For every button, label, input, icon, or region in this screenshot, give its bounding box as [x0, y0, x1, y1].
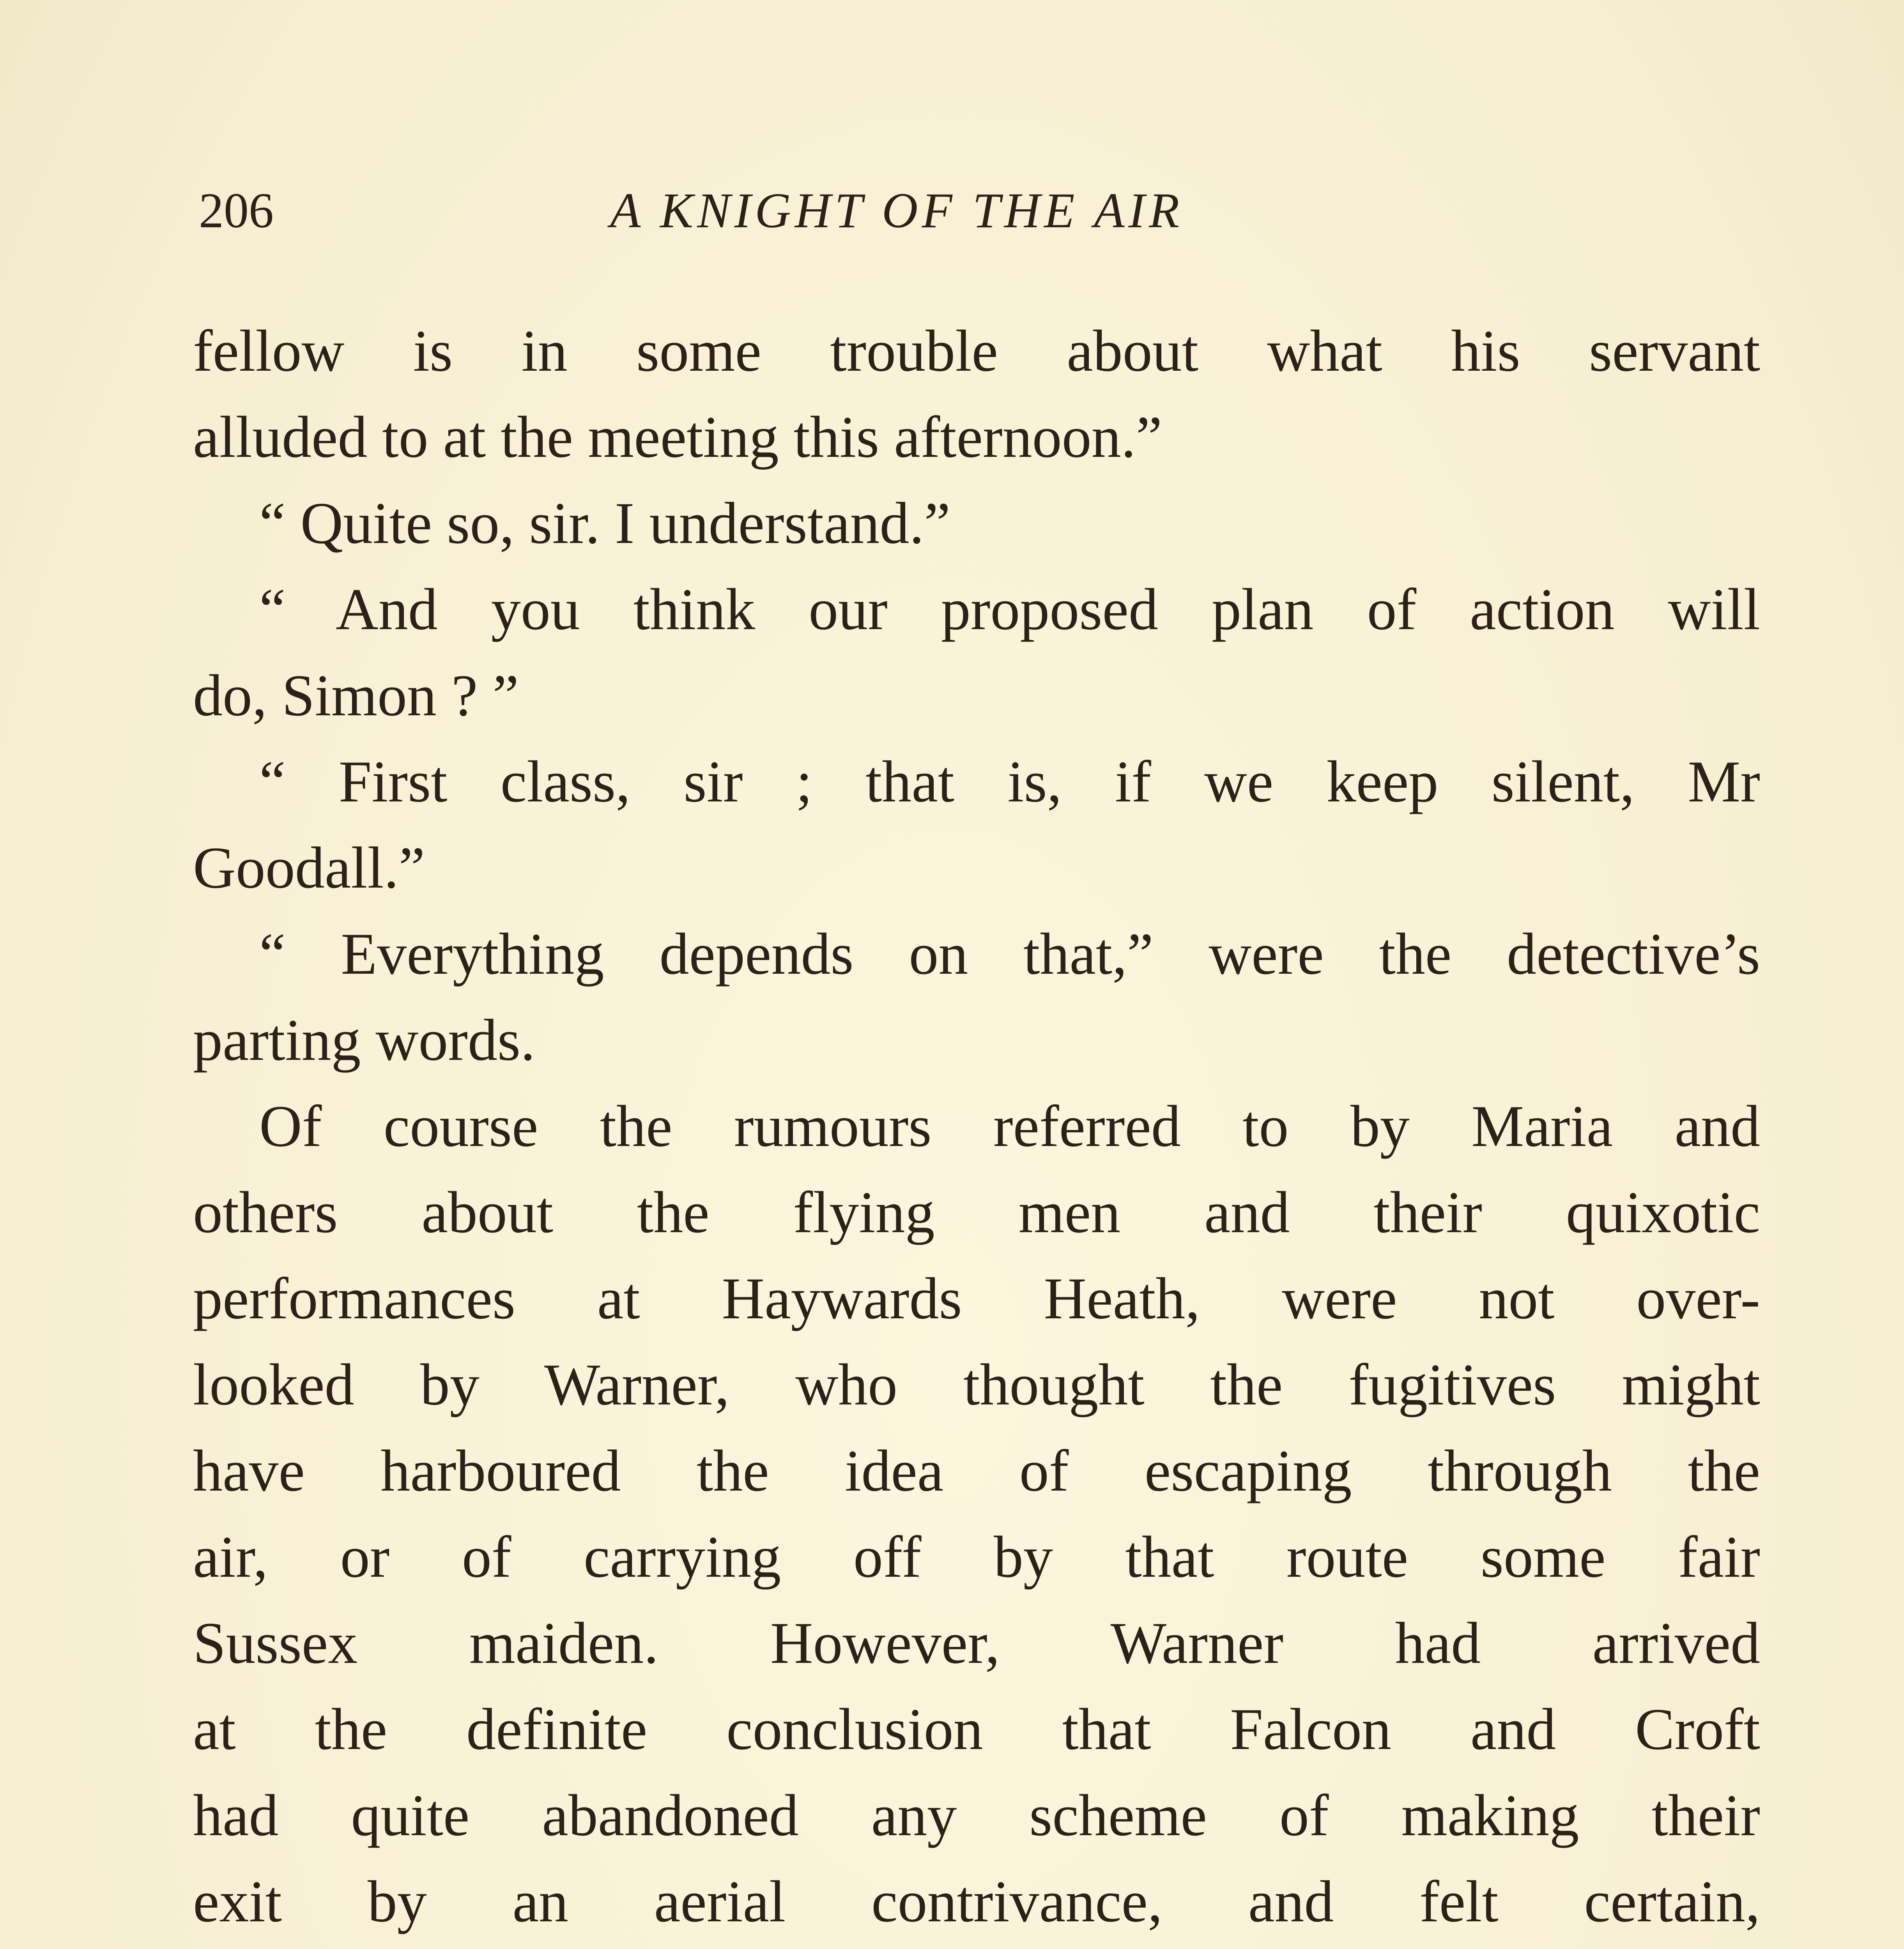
text-line: parting words. — [193, 1007, 536, 1073]
text-line: had quite abandoned any scheme of making their — [193, 1783, 1760, 1848]
body-text — [193, 308, 1760, 1949]
text-line: “ And you think our proposed plan of action will — [259, 577, 1760, 642]
text-line: looked by Warner, who thought the fugitives might — [193, 1352, 1760, 1417]
text-line: fellow is in some trouble about what his servant — [193, 318, 1760, 384]
text-line: Goodall.” — [193, 835, 425, 900]
text-line: alluded to at the meeting this afternoon.” — [193, 404, 1163, 470]
page-number: 206 — [199, 183, 274, 238]
text-line: Sussex maiden. However, Warner had arrived — [193, 1610, 1760, 1676]
text-line — [193, 1945, 1760, 1949]
text-line: exit by an aerial contrivance, and felt certain, — [193, 1869, 1760, 1934]
page-header — [199, 179, 1368, 242]
text-line: performances at Haywards Heath, were not over- — [193, 1266, 1760, 1331]
text-line: “ Everything depends on that,” were the detective’s — [259, 921, 1760, 987]
text-line: have harboured the idea of escaping through the — [193, 1438, 1760, 1503]
running-title: A KNIGHT OF THE AIR — [610, 183, 1184, 238]
text-line: air, or of carrying off by that route some fair — [193, 1524, 1760, 1590]
text-line: at the definite conclusion that Falcon and Croft — [193, 1696, 1760, 1762]
text-line: “ First class, sir ; that is, if we keep silent, Mr — [259, 749, 1760, 814]
text-line: others about the flying men and their quixotic — [193, 1180, 1760, 1245]
text-line: do, Simon ? ” — [193, 663, 519, 728]
text-line: Of course the rumours referred to by Maria and — [259, 1093, 1760, 1159]
text-line: “ Quite so, sir. I understand.” — [259, 490, 950, 556]
